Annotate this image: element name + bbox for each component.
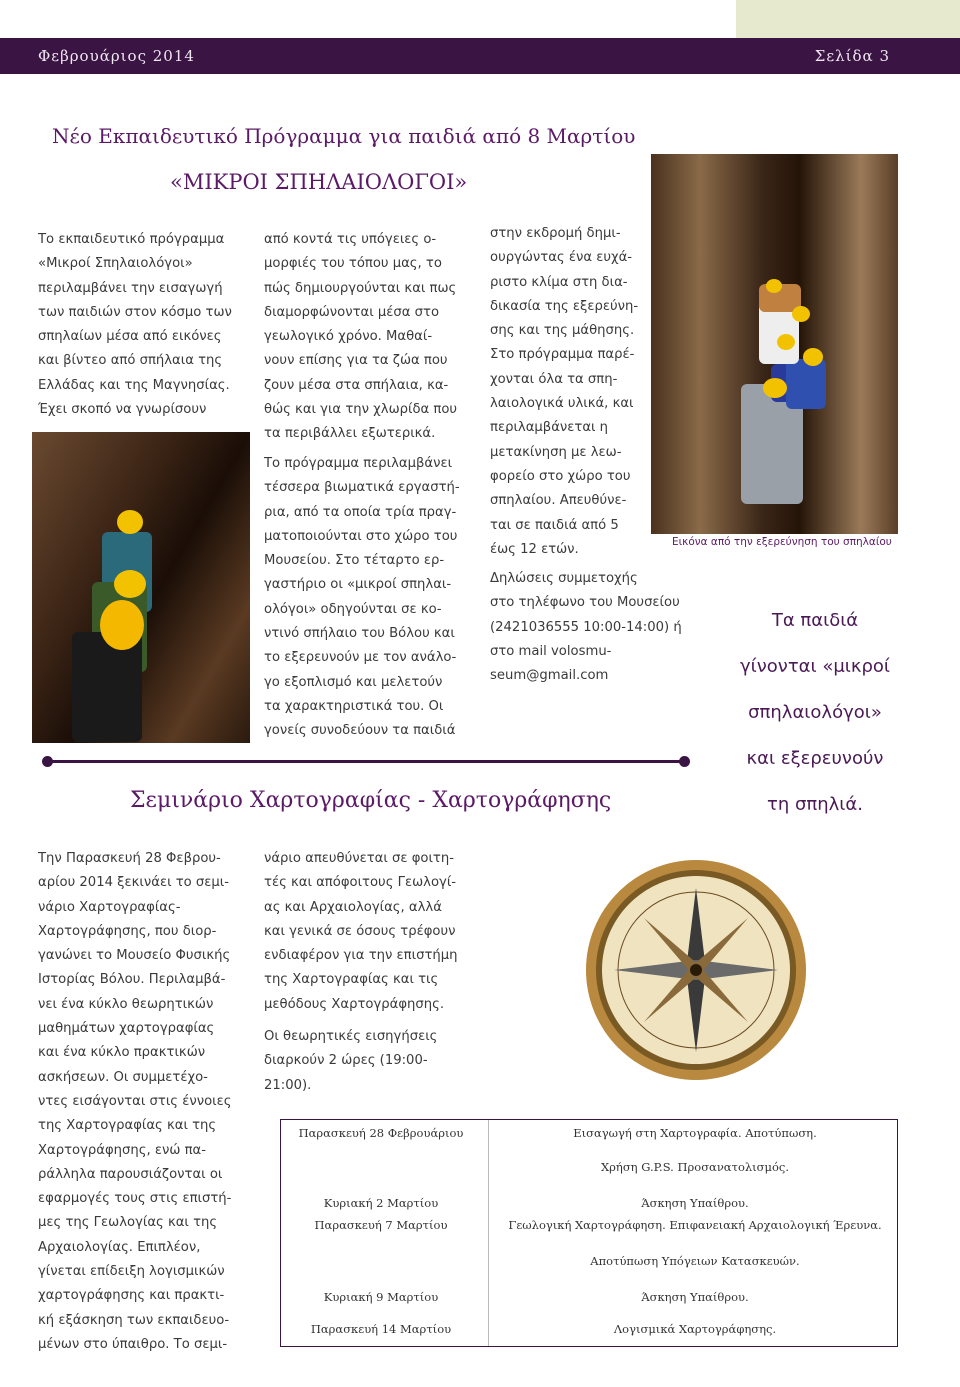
line: των παιδιών στον κόσμο των [38,304,232,320]
line: (2421036555 10:00-14:00) ή [490,619,682,635]
line: ντες εισάγονται στις έννοιες [38,1093,232,1109]
header-bar [0,38,960,74]
line: μες της Γεωλογίας και της [38,1215,218,1231]
line: έως 12 ετών. [490,541,579,557]
quote-line: και εξερευνούν [746,748,884,769]
schedule-date: Παρασκευή 28 Φεβρουάριου [298,1126,464,1140]
line: ας και Αρχαιολογίας, αλλά [264,899,442,915]
line: Ιστορίας Βόλου. Περιλαμβά- [38,972,226,988]
schedule-date: Κυριακή 9 Μαρτίου [323,1290,439,1304]
line: ουργώντας ένα ευχά- [490,250,633,266]
line: ασκήσεων. Οι συμμετέχο- [38,1069,208,1085]
line: γανώνει το Μουσείο Φυσικής [38,948,231,964]
line: γίνεται επίδειξη λογισμικών [38,1264,225,1280]
line: ολόγοι» οδηγούνται σε κο- [264,601,442,617]
line: λαιολογικά υλικά, και [490,396,634,412]
line: στο τηλέφωνο του Μουσείου [490,595,680,611]
corner-accent [736,0,960,38]
schedule-date: Παρασκευή 7 Μαρτίου [314,1218,448,1232]
line: θώς και για την χλωρίδα που [264,402,458,418]
line: διαμορφώνονται μέσα στο [264,304,440,320]
article2-title: Σεμινάριο Χαρτογραφίας - Χαρτογράφησης [130,788,612,813]
line: Την Παρασκευή 28 Φεβρου- [38,851,221,866]
article1-col2a [264,228,474,447]
article2-col2b [264,1025,474,1098]
line: νάριο Χαρτογραφίας- [38,899,181,915]
line: ζουν μέσα στα σπήλαια, κα- [264,377,449,393]
schedule-topic: Άσκηση Υπαίθρου. [641,1196,749,1210]
line: ματοποιούνται στο χώρο του [264,528,458,544]
article1-col2b [264,452,474,744]
line: χονται όλα τα σπη- [490,371,618,387]
line: στο mail volosmu- [490,643,612,659]
quote-line: Τα παιδιά [771,610,859,631]
line: Μουσείου. Στο τέταρτο ερ- [264,553,445,569]
line: και γενικά σε όσους τρέφουν [264,923,456,939]
article2-col1 [38,847,242,1357]
line: Στο πρόγραμμα παρέ- [490,347,635,363]
line: τές και απόφοιτους Γεωλογί- [264,875,457,891]
seminar-schedule [280,1119,898,1347]
line: εφαρμογές τους στις επιστή- [38,1191,232,1207]
section-divider [46,760,686,763]
line: τα χαρακτηριστικά του. Οι [264,698,444,714]
line: νάριο απευθύνεται σε φοιτη- [264,851,454,866]
schedule-topic: Λογισμικά Χαρτογράφησης. [613,1322,777,1336]
schedule-topic: Άσκηση Υπαίθρου. [641,1290,749,1304]
line: περιλαμβάνει την εισαγωγή [38,280,223,296]
line: ράλληλα παρουσιάζονται οι [38,1166,223,1182]
line: αρίου 2014 ξεκινάει το σεμι- [38,875,230,891]
line: κή εξάσκηση των εκπαιδευο- [38,1312,230,1328]
line: «Μικροί Σπηλαιολόγοι» [38,256,193,272]
line: σπηλαίου. Απευθύνε- [490,493,627,509]
cave-photo-children [32,432,250,743]
line: το εξερευνούν με τον ανάλο- [264,650,457,666]
quote-line: γίνονται «μικροί [739,656,891,677]
line: και βίντεο από σπήλαια της [38,353,223,369]
line: σπηλαίων μέσα από εικόνες [38,329,222,345]
quote-line: τη σπηλιά. [767,794,863,815]
article1-title: Νέο Εκπαιδευτικό Πρόγραμμα για παιδιά από 8 Μαρτίου [52,124,636,148]
line: μεθόδους Χαρτογράφησης. [264,996,445,1012]
photo-caption: Εικόνα από την εξερεύνηση του σπηλαίου [672,536,892,548]
line: δικασία της εξερεύνη- [490,298,639,314]
line: τα περιβάλλει εξωτερικά. [264,426,436,442]
line: ντινό σπήλαιο του Βόλου και [264,626,455,642]
line: γονείς συνοδεύουν τα παιδιά [264,723,456,739]
schedule-date: Παρασκευή 14 Μαρτίου [310,1322,452,1336]
line: χαρτογράφησης και πρακτι- [38,1288,225,1304]
line: Οι θεωρητικές εισηγήσεις [264,1029,438,1044]
line: Δηλώσεις συμμετοχής [490,571,638,586]
pull-quote [735,598,895,828]
line: Χαρτογράφησης, ενώ πα- [38,1142,206,1158]
line: ρια, από τα οποία τρία πραγ- [264,504,457,520]
line: Αρχαιολογίας. Επιπλέον, [38,1239,201,1255]
line: νουν επίσης για τα ζώα που [264,353,448,369]
line: πώς δημιουργούνται και πως [264,280,457,296]
line: Το πρόγραμμα περιλαμβάνει [264,456,453,471]
line: Ελλάδας και της Μαγνησίας. [38,377,230,393]
line: γο εξοπλισμό και μελετούν [264,674,443,690]
line: περιλαμβάνεται η [490,420,609,436]
schedule-topic: Χρήση G.P.S. Προσανατολισμός. [600,1160,790,1174]
header-date: Φεβρουάριος 2014 [38,47,195,65]
header-page-number: Σελίδα 3 [814,47,890,65]
line: μένων στο ύπαιθρο. Το σεμι- [38,1336,228,1352]
line: σης και της μάθησης. [490,323,635,339]
line: φορείο στο χώρο του [490,468,631,484]
compass-image [584,858,809,1083]
cave-photo-exploration [651,154,898,534]
line: μετακίνηση με λεω- [490,444,622,460]
line: και ένα κύκλο πρακτικών [38,1045,206,1061]
line: της Χαρτογραφίας και της [38,1118,217,1134]
line: μορφιές του τόπου μας, το [264,256,442,272]
line: ενδιαφέρον για την επιστήμη [264,948,458,964]
article1-col3 [490,222,646,562]
schedule-topic: Γεωλογική Χαρτογράφηση. Επιφανειακή Αρχαιολογική Έρευνα. [508,1218,882,1232]
line: τέσσερα βιωματικά εργαστή- [264,480,460,496]
schedule-topic: Αποτύπωση Υπόγειων Κατασκευών. [590,1254,800,1268]
line: νει ένα κύκλο θεωρητικών [38,996,214,1012]
line: Το εκπαιδευτικό πρόγραμμα [38,232,225,247]
line: Έχει σκοπό να γνωρίσουν [38,402,207,418]
email-link[interactable]: seum@gmail.com [490,668,609,684]
article2-col2a [264,847,474,1017]
article1-subtitle: «ΜΙΚΡΟΙ ΣΠΗΛΑΙΟΛΟΓΟΙ» [170,170,468,194]
schedule-date: Κυριακή 2 Μαρτίου [323,1196,439,1210]
article1-col1 [38,228,246,422]
quote-line: σπηλαιολόγοι» [748,702,882,723]
schedule-topic: Εισαγωγή στη Χαρτογραφία. Αποτύπωση. [573,1126,817,1140]
line: της Χαρτογραφίας και τις [264,972,439,988]
line: μαθημάτων χαρτογραφίας [38,1021,215,1037]
line: ριστο κλίμα στη δια- [490,274,628,290]
line: Χαρτογράφησης, που διορ- [38,923,217,939]
line: 21:00). [264,1077,312,1093]
line: διαρκούν 2 ώρες (19:00- [264,1053,428,1069]
line: γεωλογικό χρόνο. Μαθαί- [264,329,433,345]
line: γαστήριο οι «μικροί σπηλαι- [264,577,452,593]
line: από κοντά τις υπόγειες ο- [264,232,437,247]
line: στην εκδρομή δημι- [490,226,621,241]
line: ται σε παιδιά από 5 [490,517,619,533]
article1-registration [490,567,696,688]
